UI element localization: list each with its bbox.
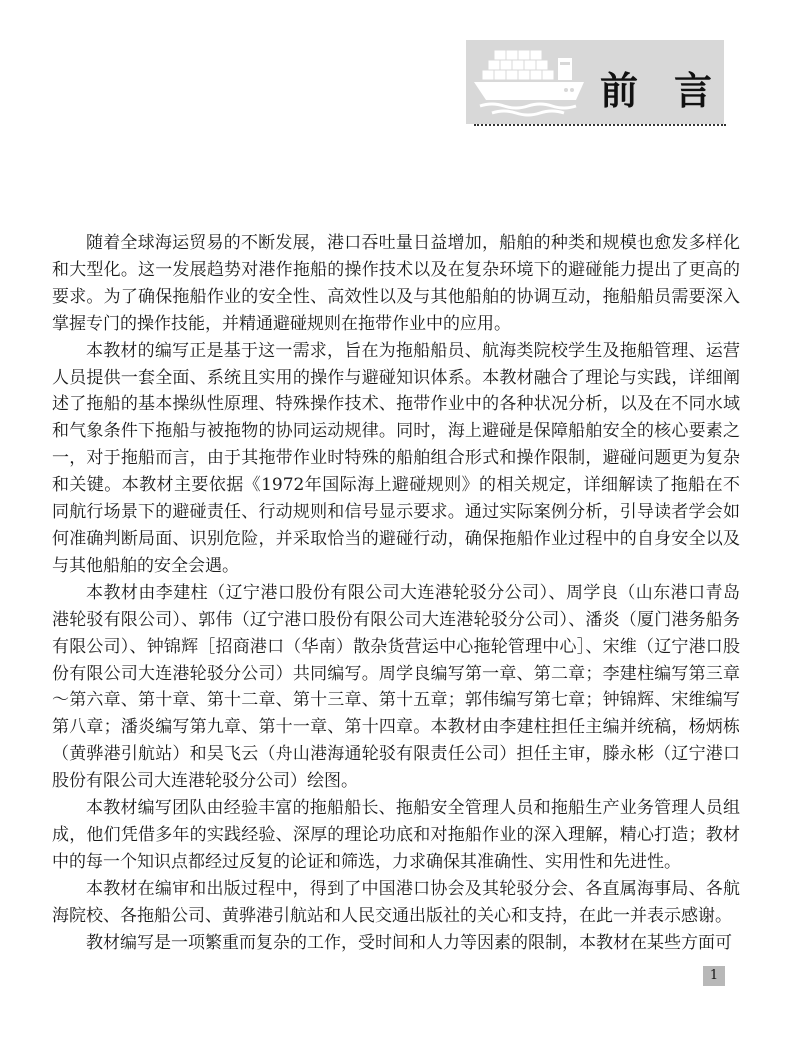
- page-title: 前言: [600, 68, 749, 113]
- page-number: 1: [703, 966, 725, 986]
- body-text: [52, 230, 740, 956]
- paragraph: 本教材在编审和出版过程中，得到了中国港口协会及其轮驳分会、各直属海事局、各航海院校、各拖船公司、黄骅港引航站和人民交通出版社的关心和支持，在此一并表示感谢。: [52, 878, 740, 926]
- paragraph: 随着全球海运贸易的不断发展，港口吞吐量日益增加，船舶的种类和规模也愈发多样化和大型化。这一发展趋势对港作拖船的操作技术以及在复杂环境下的避碰能力提出了更高的要求。为了确保拖船作业的安全性、高效性以及与其他船舶的协调互动，拖船船员需要深入掌握专门的操作技能，并精通避碰规则在拖带作业中的应用。: [52, 233, 740, 334]
- paragraph: 本教材编写团队由经验丰富的拖船船长、拖船安全管理人员和拖船生产业务管理人员组成，他们凭借多年的实践经验、深厚的理论功底和对拖船作业的深入理解，精心打造；教材中的每一个知识点都经过反复的论证和筛选，力求确保其准确性、实用性和先进性。: [52, 798, 740, 872]
- header-divider: [474, 124, 726, 126]
- cargo-ship-icon: [472, 40, 600, 120]
- paragraph: 教材编写是一项繁重而复杂的工作，受时间和人力等因素的限制，本教材在某些方面可: [86, 932, 732, 953]
- paragraph: 本教材的编写正是基于这一需求，旨在为拖船船员、航海类院校学生及拖船管理、运营人员提供一套全面、系统且实用的操作与避碰知识体系。本教材融合了理论与实践，详细阐述了拖船的基本操纵性原理、特殊操作技术、拖带作业中的各种状况分析，以及在不同水域和气象条件下拖船与被拖物的协同运动规律。同时，海上避碰是保障船舶安全的核心要素之一，对于拖船而言，由于其拖带作业时特殊的船舶组合形式和操作限制，避碰问题更为复杂和关键。本教材主要依据《1972年国际海上避碰规则》的相关规定，详细解读了拖船在不同航行场景下的避碰责任、行动规则和信号显示要求。通过实际案例分析，引导读者学会如何准确判断局面、识别危险，并采取恰当的避碰行动，确保拖船作业过程中的自身安全以及与其他船舶的安全会遇。: [52, 340, 740, 576]
- paragraph: 本教材由李建柱（辽宁港口股份有限公司大连港轮驳分公司）、周学良（山东港口青岛港轮驳有限公司）、郭伟（辽宁港口股份有限公司大连港轮驳分公司）、潘炎（厦门港务船务有限公司）、钟锦辉［招商港口（华南）散杂货营运中心拖轮管理中心］、宋维（辽宁港口股份有限公司大连港轮驳分公司）共同编写。周学良编写第一章、第二章；李建柱编写第三章～第六章、第十章、第十二章、第十三章、第十五章；郭伟编写第七章；钟锦辉、宋维编写第八章；潘炎编写第九章、第十一章、第十四章。本教材由李建柱担任主编并统稿，杨炳栋（黄骅港引航站）和吴飞云（舟山港海通轮驳有限责任公司）担任主审，滕永彬（辽宁港口股份有限公司大连港轮驳分公司）绘图。: [52, 582, 740, 792]
